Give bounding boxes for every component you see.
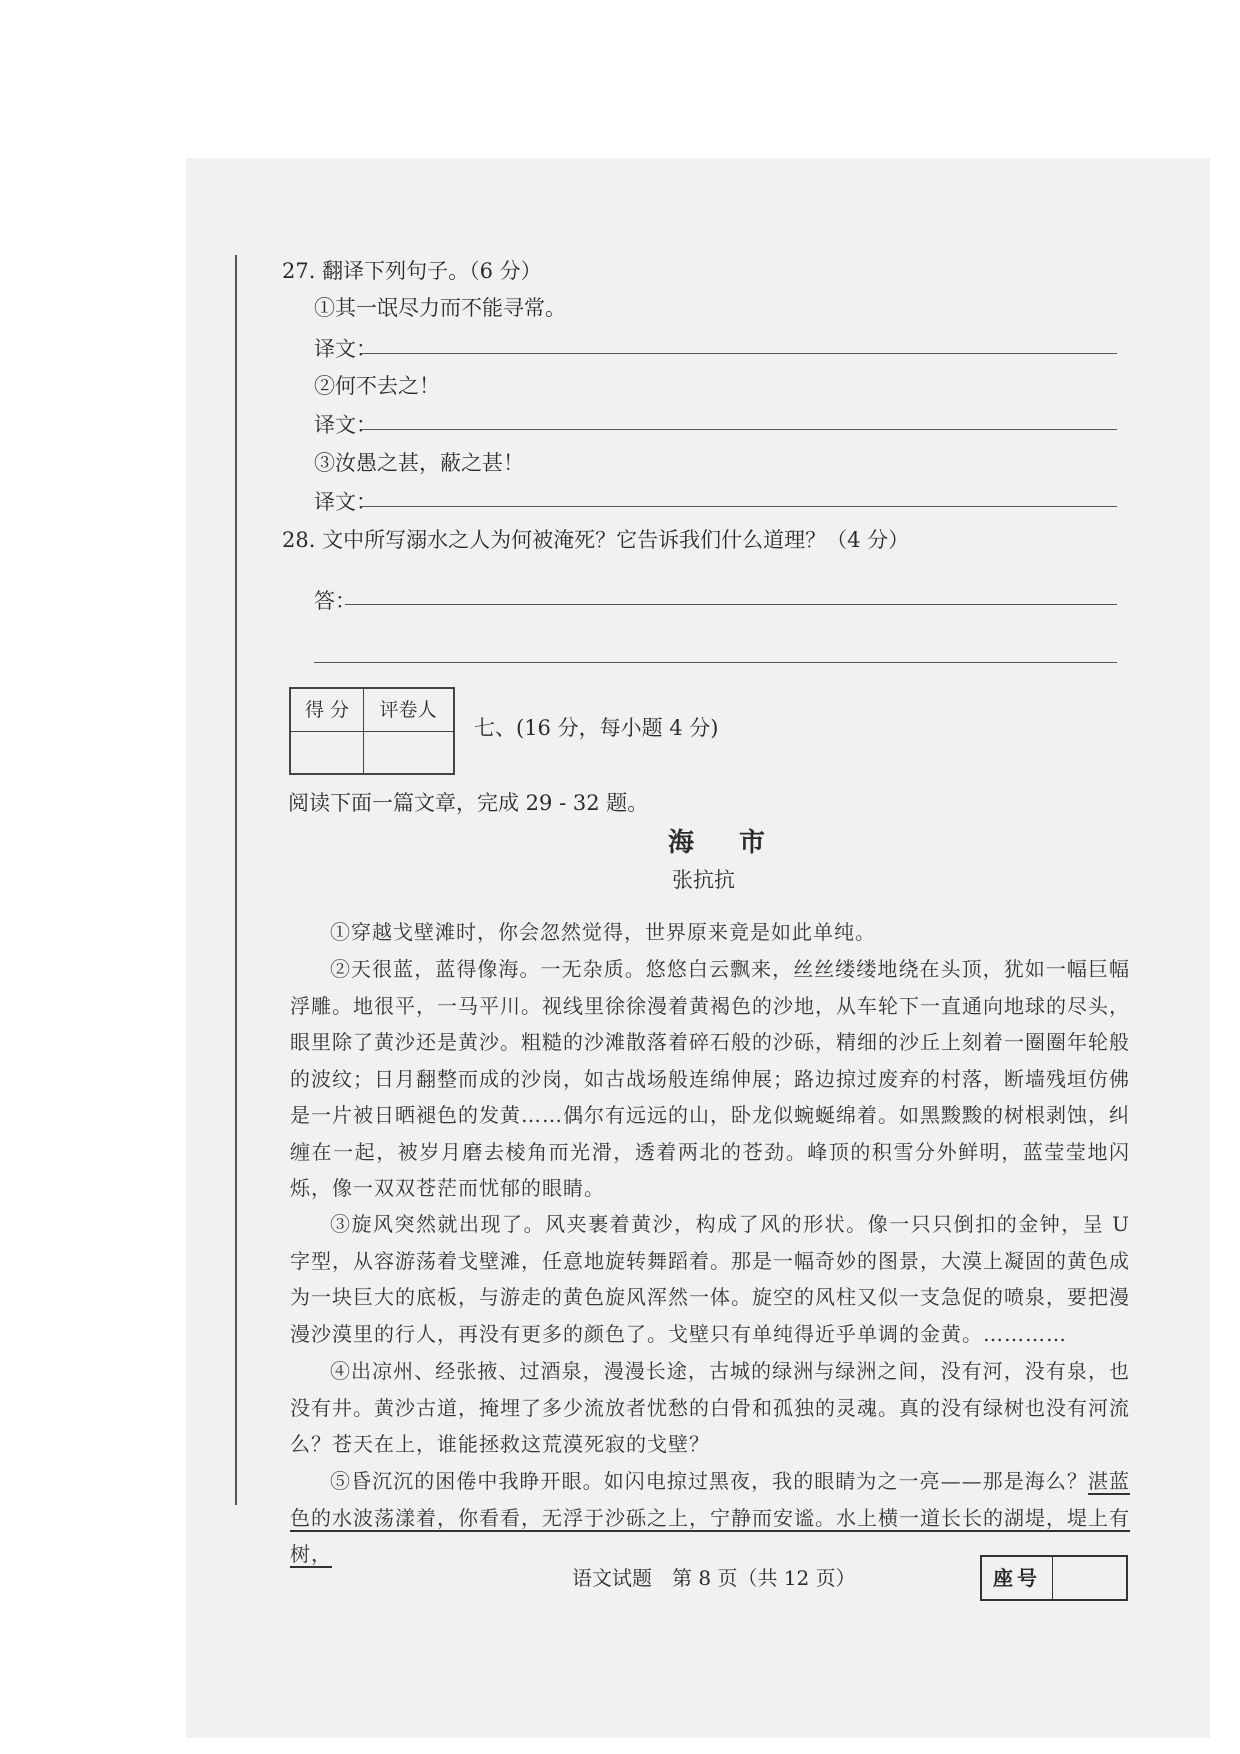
- seat-number-label: 座号: [982, 1557, 1053, 1599]
- article-author: 张抗抗: [672, 868, 735, 892]
- q27-sentence-2: ②何不去之！: [314, 374, 440, 398]
- q27-answer-label-3: 译文：: [314, 490, 377, 514]
- margin-line: [235, 255, 237, 1505]
- article-paragraph-3: ③旋风突然就出现了。风夹裹着黄沙，构成了风的形状。像一只只倒扣的金钟，呈 U 字型，从容游荡着戈壁滩，任意地旋转舞蹈着。那是一幅奇妙的图景，大漠上凝固的黄色成为一块巨大的底板，与游走的黄色旋风浑然一体。旋空的风柱又似一支急促的喷泉，要把漫漫沙漠里的行人，再没有更多的颜色了。戈壁只有单纯得近乎单调的金黄。…………: [290, 1212, 1130, 1346]
- q27-answer-label-1: 译文：: [314, 337, 377, 361]
- q28-answer-line-2[interactable]: [314, 662, 1117, 663]
- q28-title: 28. 文中所写溺水之人为何被淹死？它告诉我们什么道理？（4 分）: [282, 528, 910, 552]
- article-paragraph-2: ②天很蓝，蓝得像海。一无杂质。悠悠白云飘来，丝丝缕缕地绕在头顶，犹如一幅巨幅浮雕。地很平，一马平川。视线里徐徐漫着黄褐色的沙地，从车轮下一直通向地球的尽头，眼里除了黄沙还是黄沙。粗糙的沙滩散落着碎石般的沙砾，精细的沙丘上刻着一圈圈年轮般的波纹；日月翻整而成的沙岗，如古战场般连绵伸展；路边掠过废弃的村落，断墙残垣仿佛是一片被日晒褪色的发黄……偶尔有远远的山，卧龙似蜿蜒绵着。如黑黢黢的树根剥蚀，纠缠在一起，被岁月磨去棱角而光滑，透着两北的苍劲。峰顶的积雪分外鲜明，蓝莹莹地闪烁，像一双双苍茫而忧郁的眼睛。: [290, 957, 1130, 1200]
- article-paragraph-1: ①穿越戈壁滩时，你会忽然觉得，世界原来竟是如此单纯。: [330, 920, 876, 944]
- q27-sentence-3: ③汝愚之甚，蔽之甚！: [314, 451, 524, 475]
- article-title: 海 市: [668, 828, 784, 858]
- q27-answer-label-2: 译文：: [314, 413, 377, 437]
- q27-answer-line-2[interactable]: [362, 429, 1117, 430]
- q27-answer-line-3[interactable]: [362, 506, 1117, 507]
- seat-number-box: [980, 1555, 1128, 1601]
- grader-header: 评卷人: [379, 699, 437, 721]
- article-paragraph-4: ④出凉州、经张掖、过酒泉，漫漫长途，古城的绿洲与绿洲之间，没有河，没有泉，也没有井。黄沙古道，掩埋了多少流放者忧愁的白骨和孤独的灵魂。真的没有绿树也没有河流么？苍天在上，谁能拯救这荒漠死寂的戈壁？: [290, 1359, 1130, 1456]
- q27-title: 27. 翻译下列句子。（6 分）: [282, 259, 542, 283]
- section7-heading: 七、(16 分，每小题 4 分): [474, 716, 719, 740]
- score-table-row-divider: [291, 731, 453, 732]
- article-paragraph-5-text: ⑤昏沉沉的困倦中我睁开眼。如闪电掠过黑夜，我的眼睛为之一亮——那是海么？: [330, 1469, 1088, 1493]
- q28-answer-line-1[interactable]: [345, 604, 1117, 605]
- score-header: 得 分: [304, 699, 350, 721]
- section7-instruction: 阅读下面一篇文章，完成 29 - 32 题。: [288, 791, 649, 815]
- article-paragraph-5-underlined: 湛蓝色的水波荡漾着，你看看，无浮于沙砾之上，宁静而安谧。水上横一道长长的湖堤，堤上有树，: [290, 1469, 1131, 1566]
- score-table: [289, 687, 455, 775]
- q27-answer-line-1[interactable]: [362, 353, 1117, 354]
- page-footer: 语文试题 第 8 页（共 12 页）: [572, 1566, 856, 1590]
- q28-answer-label: 答：: [314, 589, 356, 613]
- q27-sentence-1: ①其一氓尽力而不能寻常。: [314, 296, 566, 320]
